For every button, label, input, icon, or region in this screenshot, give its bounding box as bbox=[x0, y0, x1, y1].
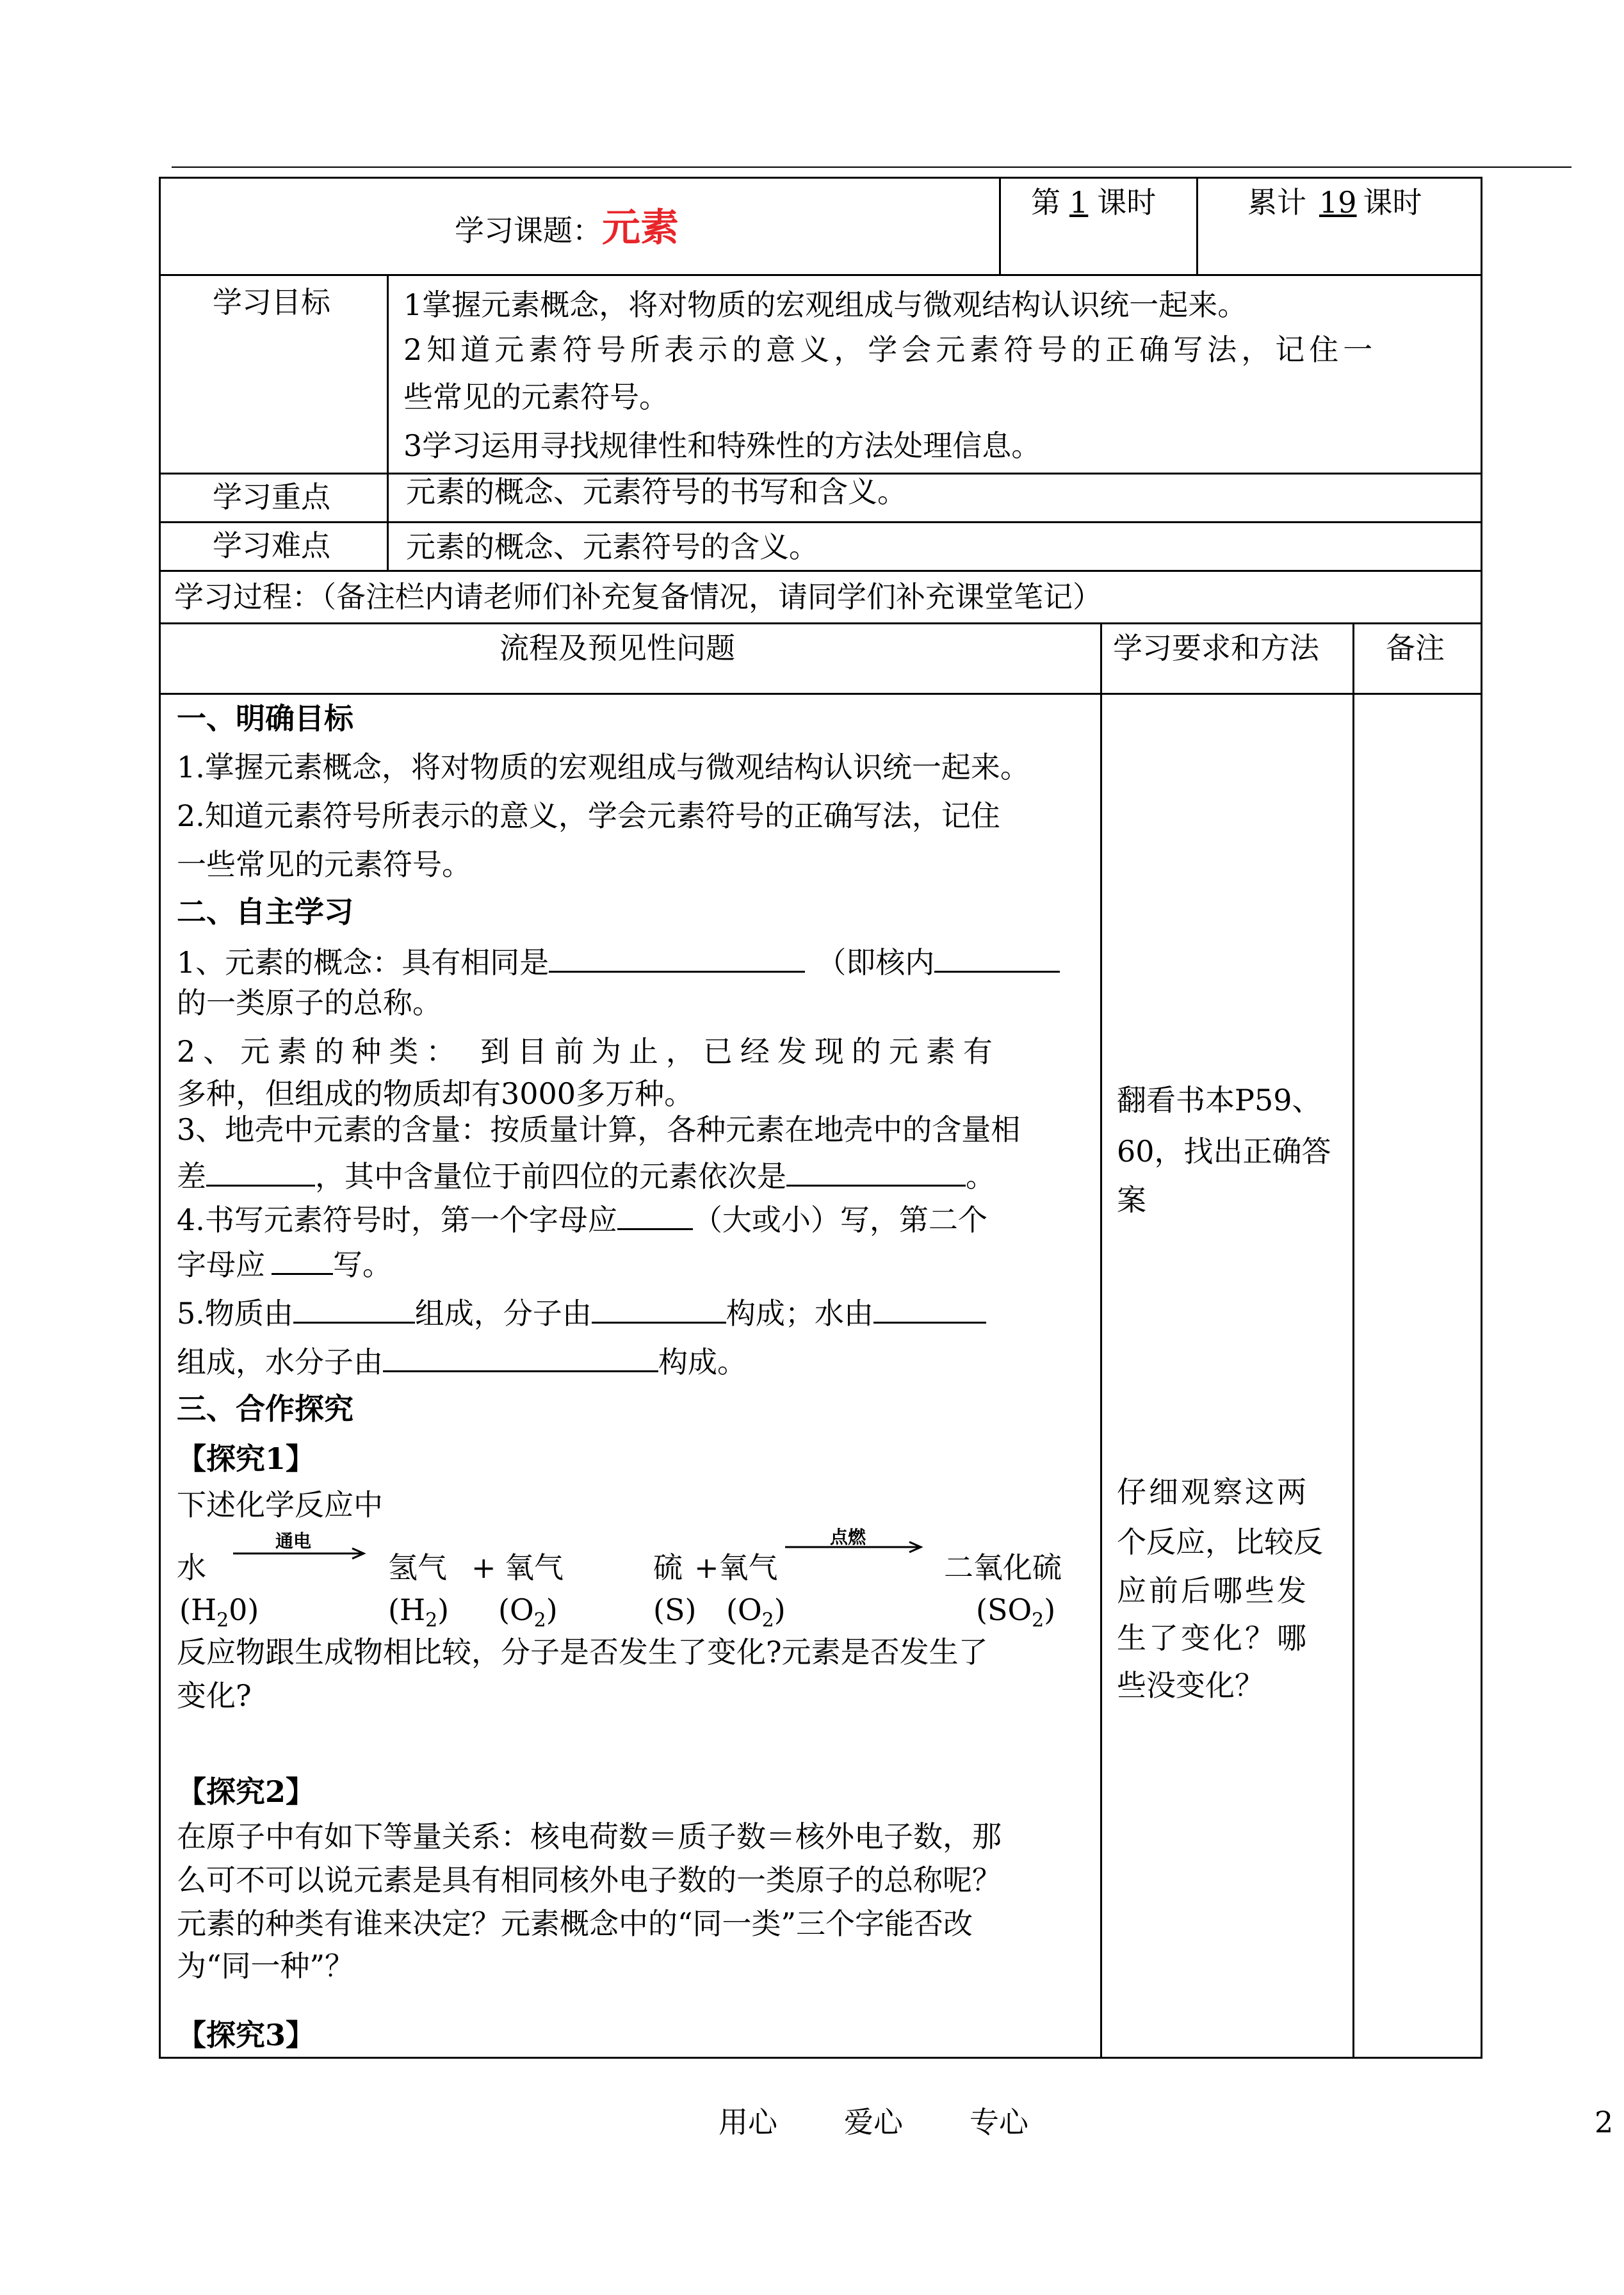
formula-so2: $(SO_2)$ bbox=[976, 1593, 1056, 1632]
formula-s: (S) bbox=[653, 1593, 697, 1627]
objective-2b: 些常见的元素符号。 bbox=[403, 380, 669, 414]
right-arrow-icon bbox=[233, 1536, 369, 1561]
topic-title: 元素 bbox=[602, 206, 679, 250]
footer-word-3: 专心 bbox=[970, 2105, 1028, 2139]
reaction-sulfur: 硫 bbox=[653, 1550, 683, 1585]
difficulties-text: 元素的概念、元素符号的含义。 bbox=[406, 530, 818, 564]
objective-1: 1掌握元素概念，将对物质的宏观组成与微观结构认识统一起来。 bbox=[403, 288, 1247, 322]
question-3b: 差 ，其中含量位于前四位的元素依次是 。 bbox=[177, 1156, 995, 1194]
arrow-ignition bbox=[785, 1527, 926, 1559]
answer-blank[interactable] bbox=[592, 1293, 726, 1324]
question-3a: 3、地壳中元素的含量：按质量计算，各种元素在地壳中的含量相 bbox=[177, 1112, 1021, 1147]
method-2c: 应前后哪些发 bbox=[1117, 1573, 1309, 1608]
question-4b: 字母应 写。 bbox=[177, 1245, 392, 1283]
col-flow-header: 流程及预见性问题 bbox=[499, 631, 735, 665]
inquiry1-title: 【探究1】 bbox=[177, 1441, 316, 1476]
reaction-plus-oxygen: +氧气 bbox=[694, 1550, 778, 1585]
key-points-text: 元素的概念、元素符号的书写和含义。 bbox=[406, 474, 907, 509]
right-arrow-icon bbox=[785, 1527, 926, 1559]
question-4a: 4.书写元素符号时，第一个字母应 （大或小）写，第二个 bbox=[177, 1200, 987, 1238]
lesson-count: 第 1 课时 bbox=[1031, 185, 1157, 220]
arrow-label: 点燃 bbox=[830, 1527, 866, 1548]
section1-title: 一、明确目标 bbox=[177, 701, 353, 736]
section1-line1: 1.掌握元素概念，将对物质的宏观组成与微观结构认识统一起来。 bbox=[177, 750, 1030, 784]
inquiry2-title: 【探究2】 bbox=[177, 1774, 316, 1809]
question-1: 1、元素的概念：具有相同是 （即核内 bbox=[177, 943, 1060, 980]
col-note-header: 备注 bbox=[1386, 631, 1445, 665]
question-1-cont: 的一类原子的总称。 bbox=[177, 985, 442, 1020]
method-1c: 案 bbox=[1117, 1183, 1146, 1217]
total-count: 累计 19 课时 bbox=[1247, 185, 1422, 220]
method-1a: 翻看书本P59、 bbox=[1117, 1083, 1322, 1117]
page-number: 2 bbox=[1595, 2105, 1614, 2139]
section1-line2a: 2.知道元素符号所表示的意义，学会元素符号的正确写法，记住 bbox=[177, 799, 1000, 833]
inquiry2-line4: 为“同一种”？ bbox=[177, 1949, 355, 1983]
inquiry2-line1: 在原子中有如下等量关系：核电荷数＝质子数＝核外电子数，那 bbox=[177, 1819, 1002, 1854]
reaction-plus: + bbox=[471, 1550, 496, 1585]
question-2b: 多种，但组成的物质却有3000多万种。 bbox=[177, 1076, 694, 1111]
total-number: 19 bbox=[1319, 185, 1357, 220]
objectives-label: 学习目标 bbox=[213, 285, 330, 320]
formula-o2-b: $(O_2)$ bbox=[726, 1593, 786, 1632]
footer-word-1: 用心 bbox=[719, 2105, 777, 2139]
section3-title: 三、合作探究 bbox=[177, 1391, 353, 1426]
method-2b: 个反应，比较反 bbox=[1117, 1525, 1323, 1559]
topic-label: 学习课题： bbox=[455, 213, 602, 248]
key-points-label: 学习重点 bbox=[213, 480, 330, 514]
objective-2a: 2知道元素符号所表示的意义，学会元素符号的正确写法，记住一 bbox=[403, 332, 1377, 367]
lesson-number: 1 bbox=[1069, 185, 1089, 220]
answer-blank[interactable] bbox=[206, 1156, 315, 1187]
answer-blank[interactable] bbox=[272, 1245, 333, 1275]
method-2d: 生了变化？哪 bbox=[1117, 1621, 1309, 1655]
footer-word-2: 爱心 bbox=[844, 2105, 903, 2139]
method-2e: 些没变化？ bbox=[1117, 1668, 1264, 1703]
inquiry1-question-1: 反应物跟生成物相比较，分子是否发生了变化?元素是否发生了 bbox=[177, 1635, 988, 1669]
inquiry1-intro: 下述化学反应中 bbox=[177, 1488, 383, 1522]
answer-blank[interactable] bbox=[617, 1200, 693, 1230]
arrow-label: 通电 bbox=[275, 1530, 312, 1552]
formula-h2: $(H_2)$ bbox=[388, 1593, 450, 1632]
section1-line2b: 一些常见的元素符号。 bbox=[177, 847, 471, 882]
topic-heading bbox=[455, 204, 679, 255]
inquiry2-line2: 么可不可以说元素是具有相同核外电子数的一类原子的总称呢？ bbox=[177, 1863, 1002, 1897]
question-5a: 5.物质由 组成，分子由 构成；水由 bbox=[177, 1293, 986, 1331]
reaction-oxygen: 氧气 bbox=[505, 1550, 564, 1585]
answer-blank[interactable] bbox=[293, 1293, 415, 1324]
col-method-header: 学习要求和方法 bbox=[1113, 631, 1319, 665]
answer-blank[interactable] bbox=[383, 1342, 658, 1372]
reaction-hydrogen: 氢气 bbox=[388, 1550, 447, 1585]
formula-o2: $(O_2)$ bbox=[498, 1593, 558, 1632]
top-rule bbox=[172, 166, 1571, 168]
arrow-electrolysis bbox=[233, 1530, 369, 1561]
formula-h2o: $(H_20)$ bbox=[179, 1593, 259, 1632]
question-5b: 组成，水分子由 构成。 bbox=[177, 1342, 747, 1380]
question-2a: 2、元素的种类： 到目前为止，已经发现的元素有 bbox=[177, 1034, 1000, 1069]
method-2a: 仔细观察这两 bbox=[1117, 1475, 1309, 1509]
reaction-water: 水 bbox=[177, 1550, 206, 1585]
inquiry1-question-2: 变化? bbox=[177, 1678, 252, 1713]
answer-blank[interactable] bbox=[873, 1293, 986, 1324]
answer-blank[interactable] bbox=[549, 943, 805, 973]
answer-blank[interactable] bbox=[934, 943, 1060, 973]
section2-title: 二、自主学习 bbox=[177, 895, 353, 929]
inquiry2-line3: 元素的种类有谁来决定？元素概念中的“同一类”三个字能否改 bbox=[177, 1906, 973, 1941]
inquiry3-title: 【探究3】 bbox=[177, 2018, 316, 2052]
process-note: 学习过程：（备注栏内请老师们补充复备情况，请同学们补充课堂笔记） bbox=[174, 580, 1102, 614]
answer-blank[interactable] bbox=[786, 1156, 966, 1187]
reaction-so2: 二氧化硫 bbox=[944, 1550, 1062, 1585]
difficulties-label: 学习难点 bbox=[213, 528, 330, 563]
objective-3: 3学习运用寻找规律性和特殊性的方法处理信息。 bbox=[403, 428, 1041, 463]
method-1b: 60，找出正确答 bbox=[1117, 1134, 1331, 1169]
